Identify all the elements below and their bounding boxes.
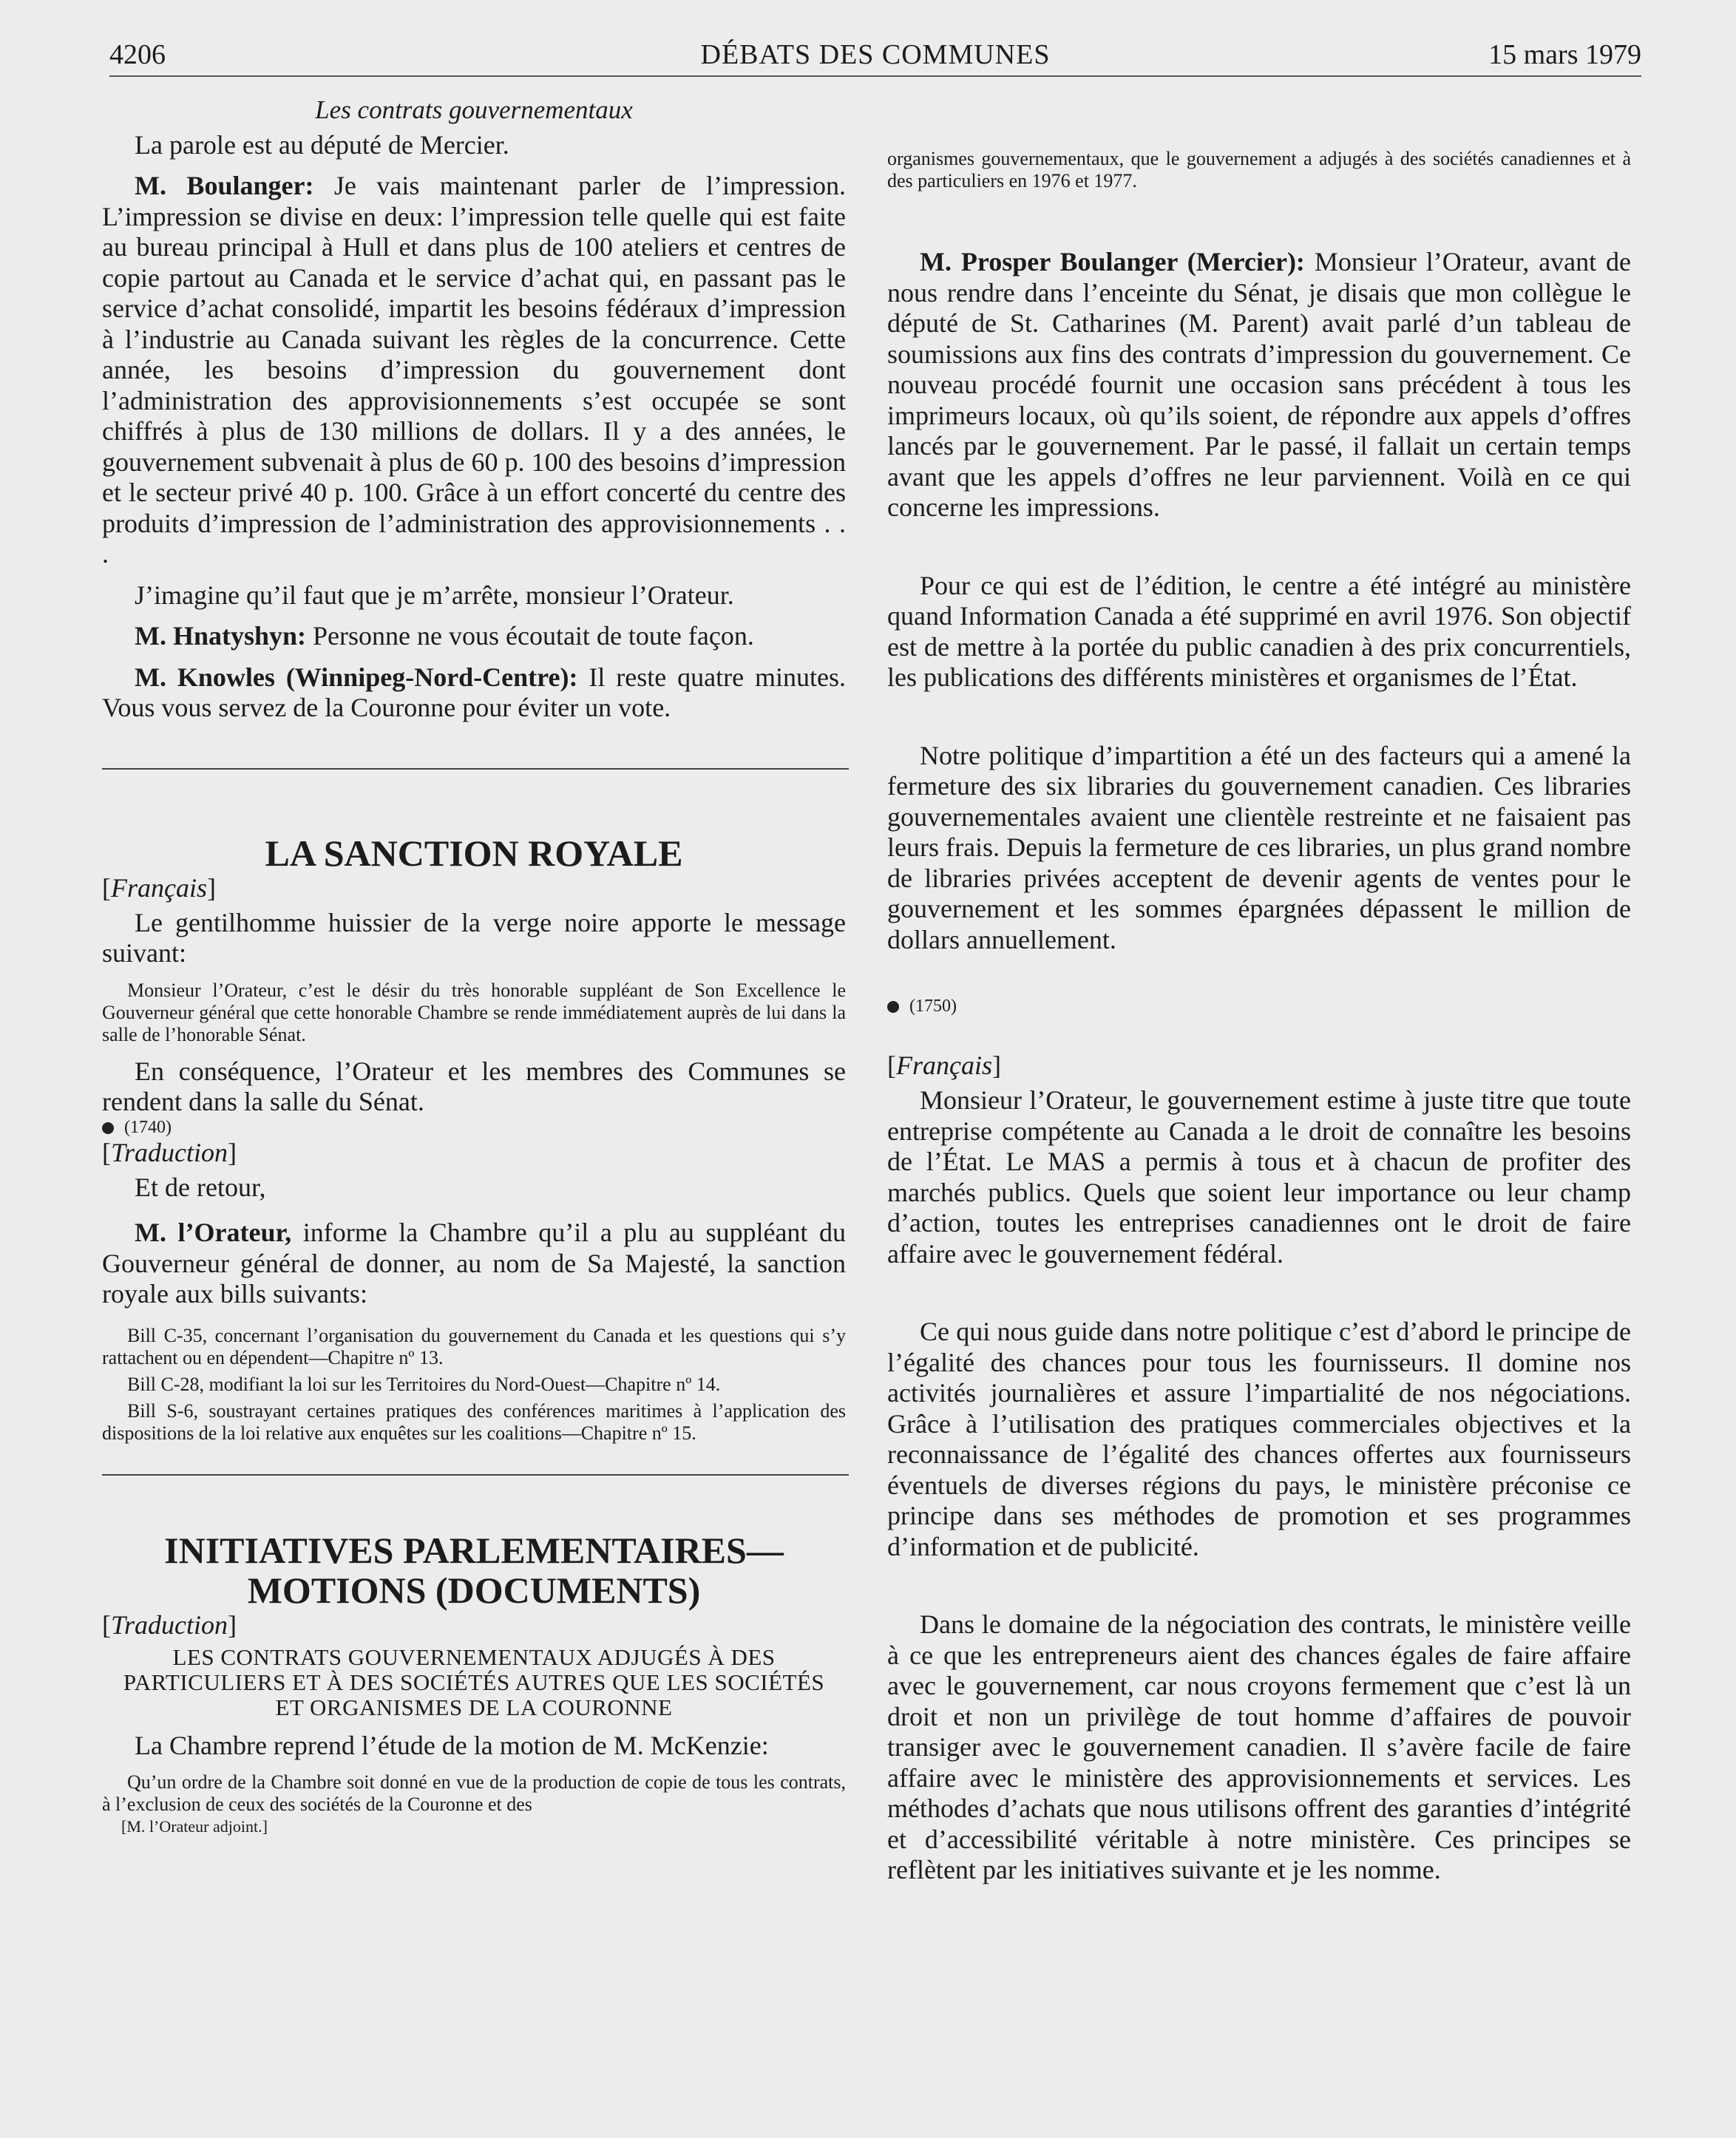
paragraph: En conséquence, l’Orateur et les membres des Communes se rendent dans la salle du Sénat.	[102, 1056, 846, 1116]
motion-text: Qu’un ordre de la Chambre soit donné en vue de la production de copie de tous les contrats, à l’exclusion de ceux des sociétés de la Couronne et des	[102, 1771, 846, 1815]
paragraph: Dans le domaine de la négociation des contrats, le ministère veille à ce que les entrepreneurs aient des chances égales de faire affaire avec le gouvernement, car nous croyons fermement que c’est là un droit et non un privilège de tout homme d’affaires de pouvoir transiger avec le gouvernement canadien. Il s’avère facile de faire affaire avec le ministère des approvisionnements et services. Les méthodes d’achats que nous utilisons offrent des garanties d’intégrité et d’accessibilité véritable à notre ministère. Ces principes se reflètent par les initiatives suivante et je les nomme.	[887, 1609, 1631, 1884]
language-marker: [Français]	[887, 1051, 1001, 1080]
paragraph: Notre politique d’impartition a été un des facteurs qui a amené la fermeture des six libraries du gouvernement canadien. Ces libraries gouvernementales avaient une clientèle restreinte et ne faisaient pas leurs frais. Depuis la fermeture de ces libraries, un plus grand nombre de libraries privées acceptent de devenir agents de ventes pour le gouvernement et les sommes épargnées dépassent le million de dollars annuellement.	[887, 740, 1631, 954]
speaker-name: M. Knowles (Winnipeg-Nord-Centre):	[135, 662, 578, 692]
message-quote: Monsieur l’Orateur, c’est le désir du très honorable suppléant de Son Excellence le Gouverneur général que cette honorable Chambre se rende immédiatement auprès de lui dans la salle de l’honorable Sénat.	[102, 979, 846, 1045]
section-rule	[102, 1474, 849, 1476]
language-marker: [Traduction]	[102, 1609, 237, 1640]
speaker-name: M. Prosper Boulanger (Mercier):	[920, 247, 1305, 276]
paragraph: Monsieur l’Orateur, le gouvernement estime à juste titre que toute entreprise compétente au Canada a le droit de connaître les besoins de l’État. Le MAS a permis à tous et à chacun de profiter des marchés publics. Quels que soient leur importance ou leur champ d’action, toutes les entreprises canadiennes ont le droit de faire affaire avec le gouvernement fédéral.	[887, 1085, 1631, 1269]
paragraph: Ce qui nous guide dans notre politique c’est d’abord le principe de l’égalité des chances pour tous les fournisseurs. Il domine nos activités journalières et assure l’impartialité de nos négociations. Grâce à l’utilisation des pratiques commerciales objectives et la reconnaissance de l’égalité des chances offertes aux fournisseurs éventuels de diverses régions du pays, le ministère préconise ce principe dans ses méthodes de promotion et ses programmes d’information et de publicité.	[887, 1317, 1631, 1561]
speaker-name: M. l’Orateur,	[135, 1218, 292, 1247]
left-column	[102, 95, 846, 1838]
paragraph: Pour ce qui est de l’édition, le centre a été intégré au ministère quand Information Canada a été supprimé en avril 1976. Son objectif est de mettre à la portée du public canadien à des prix concurrentiels, les publications des différents ministères et organismes de l’État.	[887, 570, 1631, 692]
paragraph: M. Hnatyshyn: Personne ne vous écoutait de toute façon.	[135, 621, 754, 651]
section-title: LA SANCTION ROYALE	[265, 832, 683, 874]
bill-item: Bill C-28, modifiant la loi sur les Territoires du Nord-Ouest—Chapitre nº 14.	[127, 1373, 721, 1395]
motion-continuation: organismes gouvernementaux, que le gouvernement a adjugés à des sociétés canadiennes et à des particuliers en 1976 et 1977.	[887, 148, 1631, 191]
paragraph: J’imagine qu’il faut que je m’arrête, monsieur l’Orateur.	[135, 580, 734, 610]
paragraph: La Chambre reprend l’étude de la motion de M. McKenzie:	[135, 1730, 769, 1760]
paragraph: M. l’Orateur, informe la Chambre qu’il a plu au suppléant du Gouverneur général de donner, au nom de Sa Majesté, la sanction royale aux bills suivants:	[102, 1218, 846, 1309]
subheading: Les contrats gouvernementaux	[315, 95, 633, 124]
header-rule	[109, 75, 1641, 77]
time-marker: (1740)	[102, 1118, 846, 1138]
publication-title: DÉBATS DES COMMUNES	[700, 39, 1051, 70]
paragraph: Le gentilhomme huissier de la verge noire apporte le message suivant:	[102, 907, 846, 968]
bill-item: Bill C-35, concernant l’organisation du gouvernement du Canada et les questions qui s’y rattachent ou en dépendent—Chapitre nº 13.	[102, 1324, 846, 1368]
publication-date: 15 mars 1979	[1488, 39, 1641, 70]
speaker-name: M. Hnatyshyn:	[135, 621, 307, 651]
right-column	[887, 148, 1631, 1886]
bill-item: Bill S-6, soustrayant certaines pratiques des conférences maritimes à l’application des dispositions de la loi relative aux enquêtes sur les coalitions—Chapitre nº 15.	[102, 1399, 846, 1444]
paragraph: M. Knowles (Winnipeg-Nord-Centre): Il reste quatre minutes. Vous vous servez de la Couronne pour éviter un vote.	[102, 662, 846, 722]
bullet-icon	[887, 1001, 899, 1013]
time-marker: (1750)	[887, 997, 1631, 1017]
paragraph: M. Boulanger: Je vais maintenant parler de l’impression. L’impression se divise en deux: l’impression telle quelle qui est faite au bureau principal à Hull et dans plus de 100 ateliers et centres de copie partout au Canada et le service d’achat qui, en passant pas le service d’achat consolidé, impartit les besoins fédéraux d’impression à l’industrie au Canada suivant les règles de la concurrence. Cette année, les besoins d’impression du gouvernement dont l’administration des approvisionnements s’est occupée se sont chiffrés à plus de 130 millions de dollars. Il y a des années, le gouvernement subvenait à plus de 60 p. 100 des besoins d’impression et le secteur privé 40 p. 100. Grâce à un effort concerté du centre des produits d’impression de l’administration des approvisionnements . . .	[102, 171, 846, 569]
bullet-icon	[102, 1122, 114, 1134]
speaker-name: M. Boulanger:	[135, 171, 314, 200]
motion-heading: LES CONTRATS GOUVERNEMENTAUX ADJUGÉS À DES PARTICULIERS ET À DES SOCIÉTÉS AUTRES QUE LES SOCIÉTÉS ET ORGANISMES DE LA COURONNE	[123, 1643, 825, 1720]
section-rule	[102, 768, 849, 770]
paragraph: Et de retour,	[135, 1172, 266, 1202]
page-number: 4206	[109, 39, 166, 70]
paragraph: La parole est au député de Mercier.	[135, 129, 509, 160]
language-marker: [Traduction]	[102, 1137, 237, 1167]
speaker-note: [M. l’Orateur adjoint.]	[121, 1817, 268, 1836]
page-header	[109, 38, 1641, 80]
section-title: INITIATIVES PARLEMENTAIRES— MOTIONS (DOCUMENTS)	[164, 1529, 784, 1611]
language-marker: [Français]	[102, 872, 216, 903]
paragraph: M. Prosper Boulanger (Mercier): Monsieur l’Orateur, avant de nous rendre dans l’enceinte du Sénat, je disais que mon collègue le député de St. Catharines (M. Parent) avait parlé d’un tableau de soumissions aux fins des contrats d’impression du gouvernement. Ce nouveau procédé fournit une occasion sans précédent à tous les imprimeurs locaux, où qu’ils soient, de répondre aux appels d’offres lancés par le gouvernement. Par le passé, il fallait un certain temps avant que les appels d’offres ne leur parviennent. Voilà en ce qui concerne les impressions.	[887, 247, 1631, 522]
